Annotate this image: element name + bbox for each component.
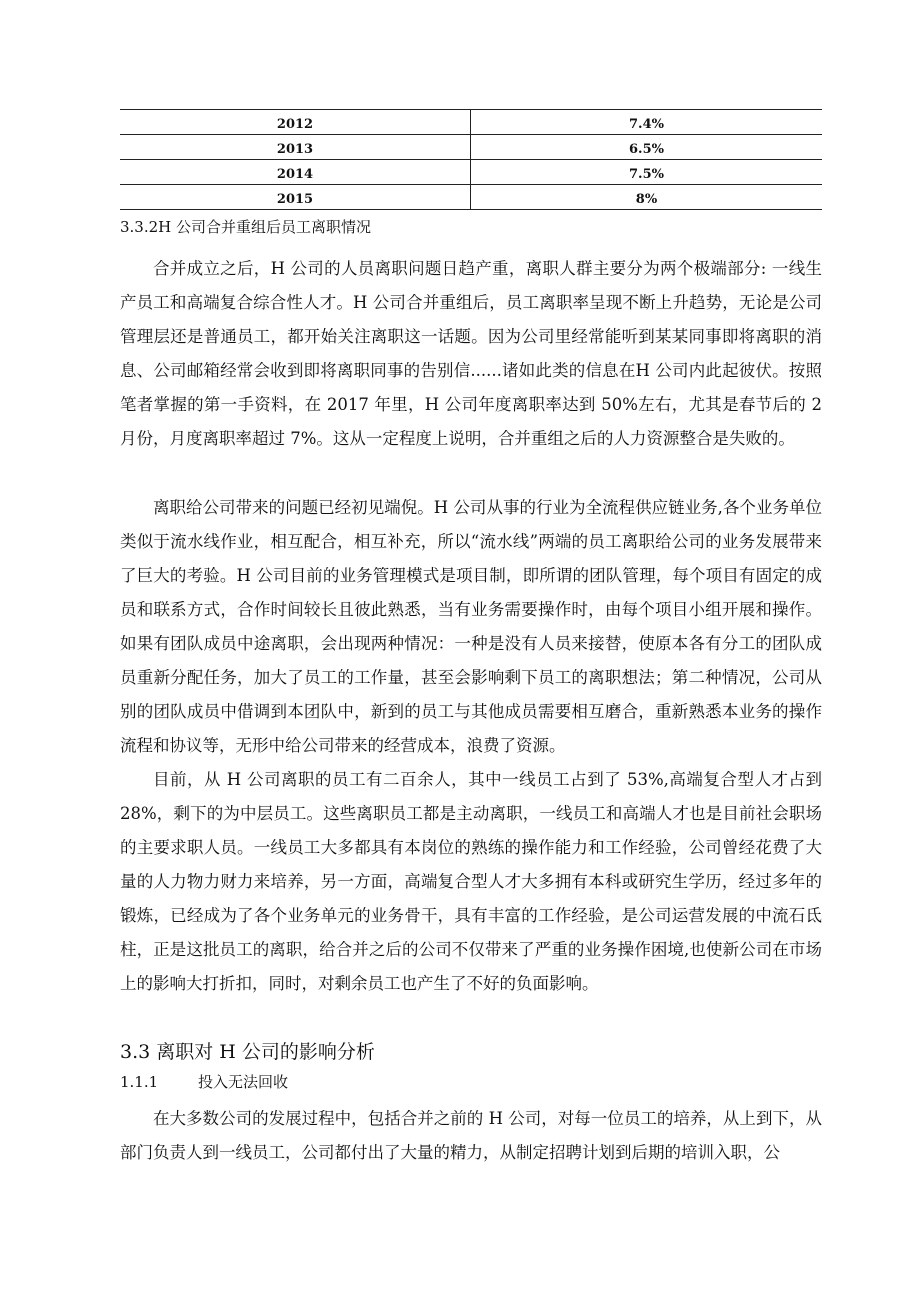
table-row bbox=[120, 135, 822, 160]
table-row bbox=[120, 160, 822, 185]
year-cell: 2012 bbox=[120, 110, 471, 135]
table-row bbox=[120, 110, 822, 135]
turnover-rate-table bbox=[120, 109, 822, 210]
year-cell: 2013 bbox=[120, 135, 471, 160]
rate-cell: 7.5% bbox=[629, 167, 664, 182]
year-cell: 2014 bbox=[120, 160, 471, 185]
subsection-heading-1-1-1 bbox=[120, 1071, 288, 1093]
rate-cell: 6.5% bbox=[629, 142, 664, 157]
year-cell: 2015 bbox=[120, 185, 471, 210]
subsection-title: 投入无法回收 bbox=[198, 1073, 289, 1091]
rate-cell: 8% bbox=[635, 192, 658, 207]
table-row bbox=[120, 185, 822, 210]
subsection-number: 1.1.1 bbox=[120, 1073, 159, 1091]
paragraph: 目前，从 H 公司离职的员工有二百余人，其中一线员工占到了 53%,高端复合型人才占到28%，剩下的为中层员工。这些离职员工都是主动离职，一线员工和高端人才也是目前社会职场的主要求职人员。一线员工大多都具有本岗位的熟练的操作能力和工作经验，公司曾经花费了大量的人力物力财力来培养，另一方面，高端复合型人才大多拥有本科或研究生学历，经过多年的锻炼，已经成为了各个业务单元的业务骨干，具有丰富的工作经验，是公司运营发展的中流石氐柱，正是这批员工的离职，给合并之后的公司不仅带来了严重的业务操作困境,也使新公司在市场上的影响大打折扣，同时，对剩余员工也产生了不好的负面影响。 bbox=[120, 770, 822, 993]
paragraph: 合并成立之后，H 公司的人员离职问题日趋产重，离职人群主要分为两个极端部分: 一线生产员工和高端复合综合性人才。H 公司合并重组后，员工离职率呈现不断上升趋势，无论是公司管理层还是普通员工，都开始关注离职这一话题。因为公司里经常能听到某某同事即将离职的消息、公司邮箱经常会收到即将离职同事的告别信......诸如此类的信息在H 公司内此起彼伏。按照笔者掌握的第一手资料，在 2017 年里，H 公司年度离职率达到 50%左右，尤其是春节后的 2 月份，月度离职率超过 7%。这从一定程度上说明，合并重组之后的人力资源整合是失败的。 bbox=[120, 259, 822, 448]
section-heading-3-3: 3.3 离职对 H 公司的影响分析 bbox=[120, 1041, 375, 1063]
paragraph: 在大多数公司的发展过程中，包括合并之前的 H 公司，对每一位员工的培养，从上到下，从部门负责人到一线员工，公司都付出了大量的精力，从制定招聘计划到后期的培训入职，公 bbox=[120, 1109, 822, 1162]
paragraph: 离职给公司带来的问题已经初见端倪。H 公司从事的行业为全流程供应链业务,各个业务单位类似于流水线作业，相互配合，相互补充，所以“流水线”两端的员工离职给公司的业务发展带来了巨大的考验。H 公司目前的业务管理模式是项目制，即所谓的团队管理，每个项目有固定的成员和联系方式，合作时间较长且彼此熟悉，当有业务需要操作时，由每个项目小组开展和操作。如果有团队成员中途离职，会出现两种情况：一种是没有人员来接替，使原本各有分工的团队成员重新分配任务，加大了员工的工作量，甚至会影响剩下员工的离职想法；第二种情况，公司从别的团队成员中借调到本团队中，新到的员工与其他成员需要相互磨合，重新熟悉本业务的操作流程和协议等，无形中给公司带来的经营成本，浪费了资源。 bbox=[120, 498, 822, 755]
rate-cell: 7.4% bbox=[629, 117, 664, 132]
section-heading-3-3-2: 3.3.2H 公司合并重组后员工离职情况 bbox=[120, 218, 372, 236]
